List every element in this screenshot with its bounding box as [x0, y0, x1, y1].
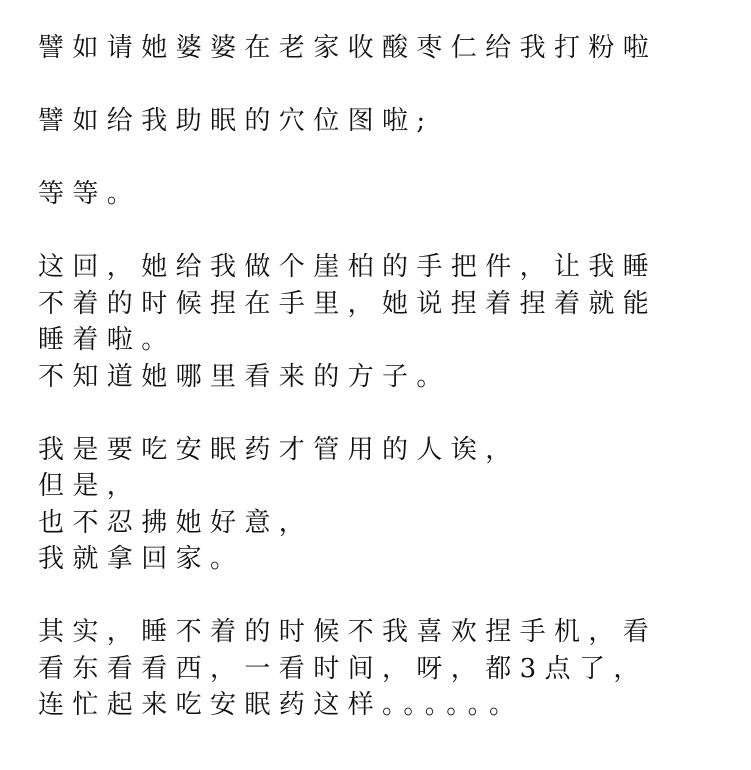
paragraph [38, 176, 728, 213]
paragraph [38, 30, 728, 67]
paragraph [38, 432, 728, 578]
paragraph-gap [38, 578, 728, 615]
text-line: 连忙起来吃安眠药这样。。。。。。 [38, 690, 524, 720]
text-line: 但是， [38, 471, 142, 501]
text-line: 看东看看西，一看时间，呀，都3点了， [38, 653, 648, 684]
text-line: 也不忍拂她好意， [38, 507, 314, 538]
paragraph [38, 249, 728, 395]
text-line: 这回，她给我做个崖柏的手把件，让我睡 [38, 252, 658, 282]
paragraph-gap [38, 395, 728, 432]
text-line: 譬如给我助眠的穴位图啦; [38, 106, 434, 136]
paragraph-gap [38, 140, 728, 177]
text-line: 等等。 [38, 179, 142, 209]
document-body [38, 30, 728, 724]
text-line: 睡着啦。 [38, 325, 176, 355]
text-line: 其实，睡不着的时候不我喜欢捏手机，看 [38, 617, 658, 647]
text-line: 我就拿回家。 [38, 544, 245, 574]
text-line: 譬如请她婆婆在老家收酸枣仁给我打粉啦 [38, 33, 658, 63]
paragraph [38, 614, 728, 724]
paragraph-gap [38, 67, 728, 104]
paragraph [38, 103, 728, 140]
text-line: 我是要吃安眠药才管用的人诶， [38, 434, 520, 465]
text-line: 不着的时候捏在手里，她说捏着捏着就能 [38, 288, 658, 319]
paragraph-gap [38, 213, 728, 250]
text-line: 不知道她哪里看来的方子。 [38, 361, 451, 392]
